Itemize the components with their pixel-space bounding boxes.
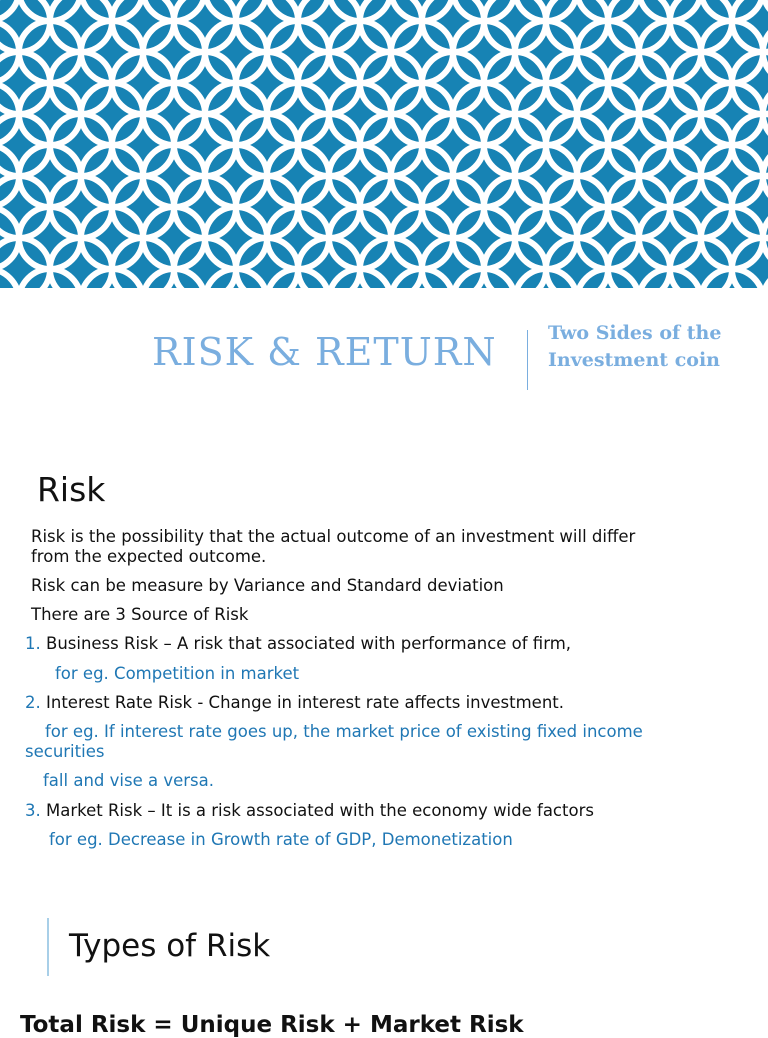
list-item-text: Business Risk – A risk that associated with performance of firm, [40, 634, 572, 653]
definition-line: Risk is the possibility that the actual outcome of an investment will differ [31, 527, 636, 546]
list-item-text: Interest Rate Risk - Change in interest rate affects investment. [46, 693, 564, 712]
title-slide [0, 288, 768, 423]
definition-line: from the expected outcome. [31, 547, 267, 566]
list-item [25, 693, 564, 713]
heading-accent-bar [47, 918, 49, 976]
types-heading: Types of Risk [69, 928, 271, 964]
list-number: 1. [25, 634, 41, 653]
list-number: 3. [25, 801, 41, 820]
list-item [25, 801, 594, 821]
circle-lattice-pattern [0, 0, 768, 288]
measure-line: Risk can be measure by Variance and Standard deviation [31, 576, 504, 595]
title-divider [527, 330, 528, 390]
example-line: securities [25, 742, 105, 761]
list-item-text: Market Risk – It is a risk associated with the economy wide factors [46, 801, 594, 820]
list-number: 2. [25, 693, 41, 712]
list-item [25, 634, 571, 654]
example-line: fall and vise a versa. [43, 771, 214, 790]
example-line: for eg. Competition in market [55, 664, 300, 683]
partial-text-line: Total Risk = Unique Risk + Market Risk [20, 1012, 524, 1038]
example-line: for eg. If interest rate goes up, the market price of existing fixed income [45, 722, 643, 741]
sources-intro-line: There are 3 Source of Risk [31, 605, 249, 624]
example-line: for eg. Decrease in Growth rate of GDP, Demonetization [49, 830, 513, 849]
pattern-banner [0, 0, 768, 288]
slide-title: RISK & RETURN [152, 330, 497, 374]
slide-subtitle: Two Sides of the Investment coin [548, 322, 722, 371]
risk-heading: Risk [37, 470, 106, 509]
